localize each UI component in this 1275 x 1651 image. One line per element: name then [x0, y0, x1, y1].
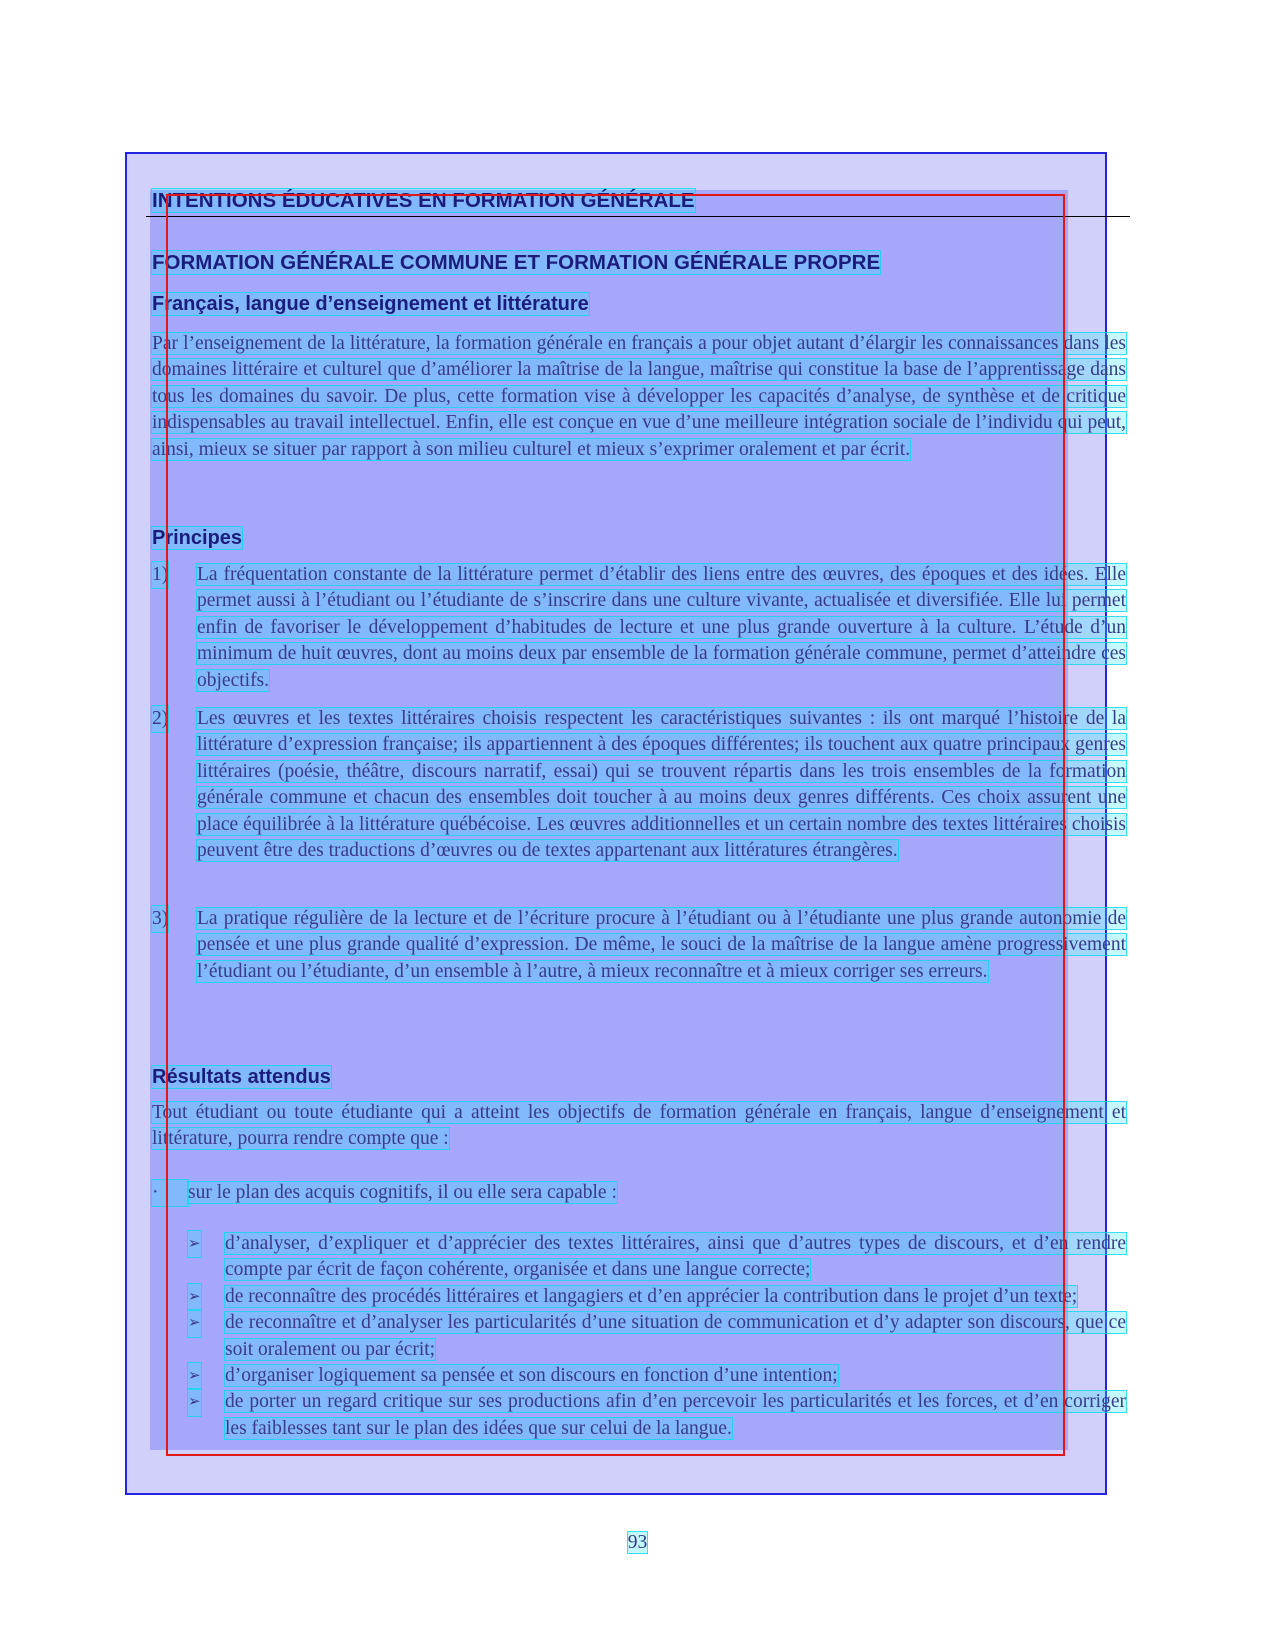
outcome-text: d’organiser logiquement sa pensée et son discours en fonction d’une intention; — [225, 1365, 838, 1387]
resultats-intro — [152, 1100, 1126, 1153]
page-number — [0, 1531, 1275, 1555]
outcome-item — [188, 1284, 1126, 1310]
outcome-item — [188, 1231, 1126, 1284]
principe-item — [152, 562, 1126, 694]
cognitive-lead — [152, 1180, 617, 1206]
intro-paragraph — [152, 331, 1126, 463]
principe-item — [152, 906, 1126, 985]
arrow-bullet-icon: ➢ — [188, 1389, 201, 1415]
principes-heading-text: Principes — [152, 527, 243, 549]
resultats-heading-text: Résultats attendus — [152, 1066, 331, 1088]
principe-text: La pratique régulière de la lecture et de l’écriture procure à l’étudiant ou à l’étudiante une plus grande autonomie de pensée et une plus grande qualité d’expression. De même, le souci de la maîtrise de la langue amène progressivement l’étudiant ou l’étudiante, d’un ensemble à l’autre, à mieux reconnaître et à mieux corriger ses erreurs. — [197, 908, 1126, 982]
arrow-bullet-icon: ➢ — [188, 1231, 201, 1257]
principe-text: La fréquentation constante de la littérature permet d’établir des liens entre des œuvres, des époques et des idées. Elle permet aussi à l’étudiant ou l’étudiante de s’inscrire dans une culture vivante, actualisée et diversifiée. Elle lui permet enfin de favoriser le développement d’habitudes de lecture et une plus grande ouverture à la culture. L’étude d’un minimum de huit œuvres, dont au moins deux par ensemble de la formation générale commune, permet d’atteindre ces objectifs. — [197, 564, 1126, 691]
outcome-text: de reconnaître des procédés littéraires et langagiers et d’en apprécier la contribution dans le projet d’un texte; — [225, 1285, 1078, 1307]
section-title-text: FORMATION GÉNÉRALE COMMUNE ET FORMATION GÉNÉRALE PROPRE — [152, 251, 881, 274]
intro-paragraph-text: Par l’enseignement de la littérature, la formation générale en français a pour objet autant d’élargir les connaissances dans les domaines littéraire et culturel que d’améliorer la maîtrise de la langue, maîtrise qui constitue la base de l’apprentissage dans tous les domaines du savoir. De plus, cette formation vise à développer les capacités d’analyse, de synthèse et de critique indispensables au travail intellectuel. Enfin, elle est conçue en vue d’une meilleure intégration sociale de l’individu qui peut, ainsi, mieux se situer par rapport à son milieu culturel et mieux s’exprimer oralement et par écrit. — [152, 333, 1126, 460]
header-title-text: INTENTIONS ÉDUCATIVES EN FORMATION GÉNÉRALE — [152, 189, 695, 212]
outcome-item — [188, 1363, 1126, 1389]
principe-number: 2) — [152, 706, 168, 732]
section-title — [152, 250, 880, 276]
header-title — [152, 188, 695, 214]
principe-number: 3) — [152, 906, 168, 932]
arrow-bullet-icon: ➢ — [188, 1363, 201, 1389]
outcome-item — [188, 1389, 1126, 1442]
principes-heading — [152, 526, 242, 551]
header-rule — [146, 216, 1130, 217]
section-subtitle-text: Français, langue d’enseignement et littérature — [152, 293, 589, 315]
arrow-bullet-icon: ➢ — [188, 1310, 201, 1336]
cognitive-lead-text: sur le plan des acquis cognitifs, il ou elle sera capable : — [188, 1182, 617, 1203]
outcome-text: d’analyser, d’expliquer et d’apprécier des textes littéraires, ainsi que d’autres types de discours, et d’en rendre compte par écrit de façon cohérente, organisée et dans une langue correcte; — [225, 1233, 1126, 1281]
resultats-intro-text: Tout étudiant ou toute étudiante qui a atteint les objectifs de formation générale en français, langue d’enseignement et littérature, pourra rendre compte que : — [152, 1102, 1126, 1150]
principe-number: 1) — [152, 562, 168, 588]
principe-text: Les œuvres et les textes littéraires choisis respectent les caractéristiques suivantes : ils ont marqué l’histoire de la littérature d’expression française; ils appartiennent à des époques différentes; ils touchent aux quatre principaux genres littéraires (poésie, théâtre, discours narratif, essai) qui se trouvent répartis dans les trois ensembles de la formation générale commune et chacun des ensembles doit toucher à au moins deux genres différents. Ces choix assurent une place équilibrée à la littérature québécoise. Les œuvres additionnelles et un certain nombre des textes littéraires choisis peuvent être des traductions d’œuvres ou de textes appartenant aux littératures étrangères. — [197, 708, 1126, 862]
outcome-text: de reconnaître et d’analyser les particularités d’une situation de communication et d’y adapter son discours, que ce soit oralement ou par écrit; — [225, 1312, 1126, 1360]
resultats-heading — [152, 1065, 331, 1090]
outcome-text: de porter un regard critique sur ses productions afin d’en percevoir les particularités et les forces, et d’en corriger les faiblesses tant sur le plan des idées que sur celui de la langue. — [225, 1391, 1126, 1439]
principe-item — [152, 706, 1126, 864]
outcome-item — [188, 1310, 1126, 1363]
page-number-text: 93 — [627, 1532, 648, 1553]
arrow-bullet-icon: ➢ — [188, 1284, 201, 1310]
outcomes-list — [188, 1231, 1126, 1442]
section-subtitle — [152, 292, 589, 317]
bullet-dot: · — [152, 1180, 188, 1206]
